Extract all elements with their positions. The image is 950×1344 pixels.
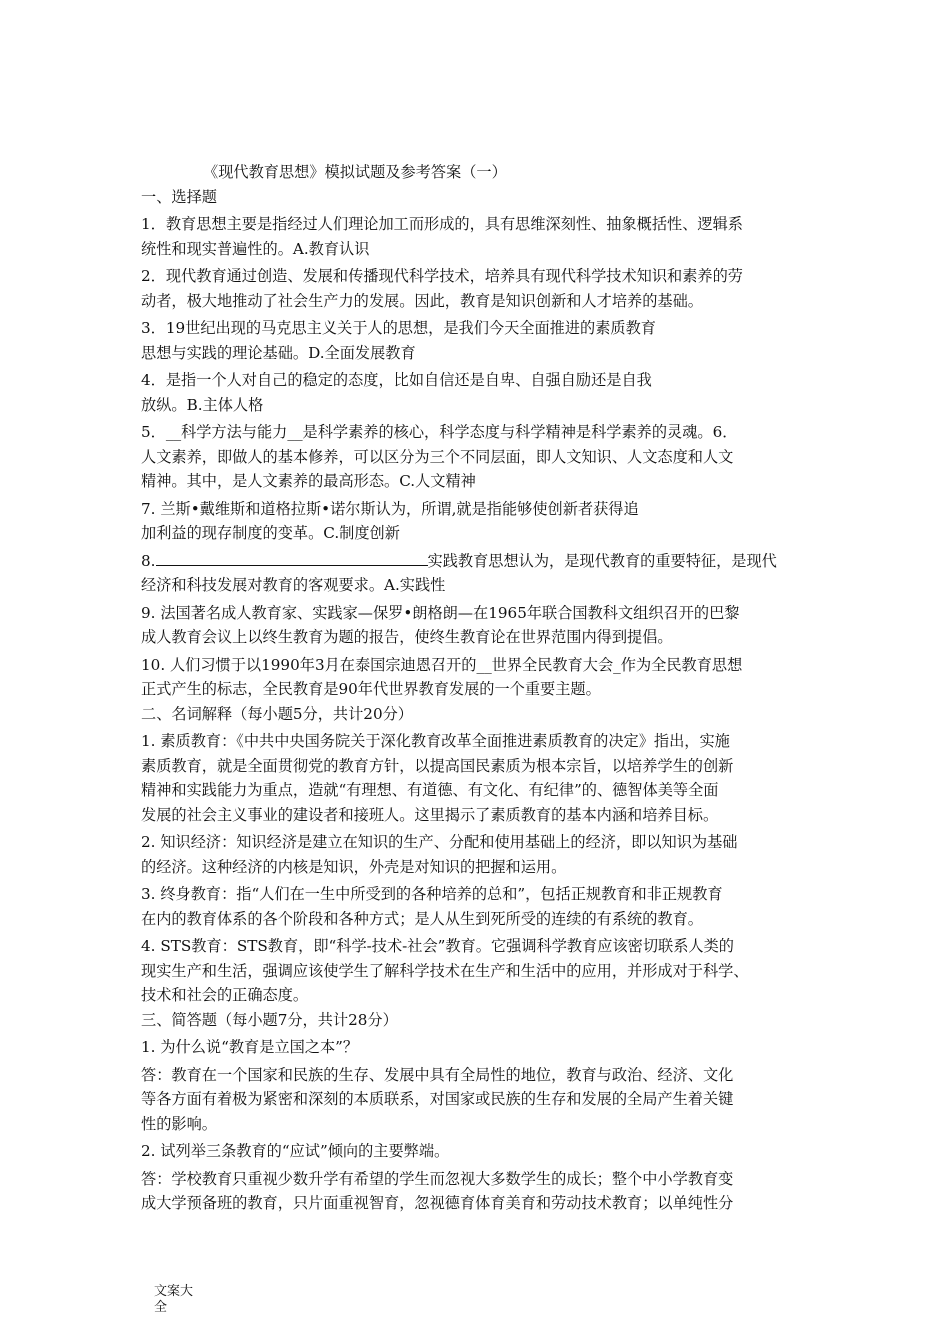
text-line: 成大学预备班的教育，只片面重视智育，忽视德育体育美育和劳动技术教育；以单纯性分	[141, 1194, 734, 1212]
text-line: 答：教育在一个国家和民族的生存、发展中具有全局性的地位，教育与政治、经济、文化	[141, 1065, 734, 1084]
text-line: 成人教育会议上以终生教育为题的报告，使终生教育论在世界范围内得到提倡。	[141, 628, 673, 646]
text-line: 7. 兰斯•戴维斯和道格拉斯•诺尔斯认为，所谓,就是指能够使创新者获得追	[141, 499, 639, 518]
text-line: 5．__科学方法与能力__是科学素养的核心，科学态度与科学精神是科学素养的灵魂。6．	[141, 423, 738, 441]
text-line: 加利益的现存制度的变革。C.制度创新	[141, 524, 400, 542]
text-line: 1. 为什么说“教育是立国之本”？	[141, 1038, 359, 1056]
document-body	[141, 160, 831, 1216]
text-line: 思想与实践的理论基础。D.全面发展教育	[141, 343, 416, 362]
line-prefix: 8.	[141, 551, 156, 570]
text-line: 性的影响。	[141, 1114, 217, 1133]
text-line: 2．现代教育通过创造、发展和传播现代科学技术，培养具有现代科学技术知识和素养的劳	[141, 267, 743, 285]
fill-in-blank	[156, 550, 428, 566]
text-line: 统性和现实普遍性的。A.教育认识	[141, 239, 370, 258]
text-line: 在内的教育体系的各个阶段和各种方式；是人从生到死所受的连续的有系统的教育。	[141, 909, 703, 928]
text-line: 9. 法国著名成人教育家、实践家—保罗•朗格朗—在1965年联合国教科文组织召开的巴黎	[141, 603, 740, 622]
text-line	[141, 549, 831, 574]
text-line: 4. STS教育：STS教育，即“科学-技术-社会”教育。它强调科学教育应该密切联系人类的	[141, 937, 734, 955]
text-line: 现实生产和生活，强调应该使学生了解科学技术在生产和生活中的应用，并形成对于科学、	[141, 961, 749, 980]
text-line: 3．19世纪出现的马克思主义关于人的思想，是我们今天全面推进的素质教育	[141, 319, 656, 337]
text-line: 三、简答题（每小题7分，共计28分）	[141, 1010, 398, 1029]
footer-line-1: 文案大	[154, 1284, 194, 1299]
footer	[154, 1284, 193, 1316]
text-line: 技术和社会的正确态度。	[141, 986, 309, 1004]
text-line: 4．是指一个人对自己的稳定的态度，比如自信还是自卑、自强自励还是自我	[141, 371, 652, 389]
text-line: 3. 终身教育：指“人们在一生中所受到的各种培养的总和”，包括正规教育和非正规教育	[141, 885, 723, 903]
text-line: 素质教育，就是全面贯彻党的教育方针，以提高国民素质为根本宗旨，以培养学生的创新	[141, 756, 734, 775]
text-line: 2. 知识经济：知识经济是建立在知识的生产、分配和使用基础上的经济，即以知识为基础	[141, 833, 738, 851]
document-title: 《现代教育思想》模拟试题及参考答案（一）	[203, 163, 507, 181]
text-line: 的经济。这种经济的内核是知识，外壳是对知识的把握和运用。	[141, 857, 567, 876]
footer-line-2: 全	[154, 1300, 168, 1315]
document-lines	[141, 185, 831, 1216]
line-text: 实践教育思想认为，是现代教育的重要特征，是现代	[427, 551, 777, 570]
text-line: 精神。其中，是人文素养的最高形态。C.人文精神	[141, 472, 476, 490]
text-line: 发展的社会主义事业的建设者和接班人。这里揭示了素质教育的基本内涵和培养目标。	[141, 805, 719, 824]
text-line: 人文素养，即做人的基本修养，可以区分为三个不同层面，即人文知识、人文态度和人文	[141, 447, 734, 466]
text-line: 1．教育思想主要是指经过人们理论加工而形成的，具有思维深刻性、抽象概括性、逻辑系	[141, 215, 743, 233]
text-line: 精神和实践能力为重点，造就“有理想、有道德、有文化、有纪律”的、德智体美等全面	[141, 781, 719, 799]
text-line: 1. 素质教育：《中共中央国务院关于深化教育改革全面推进素质教育的决定》指出，实施	[141, 732, 730, 750]
text-line: 10. 人们习惯于以1990年3月在泰国宗迪恩召开的__世界全民教育大会_作为全民教育思想	[141, 655, 743, 674]
text-line: 动者，极大地推动了社会生产力的发展。因此，教育是知识创新和人才培养的基础。	[141, 291, 703, 310]
text-line: 二、名词解释（每小题5分，共计20分）	[141, 704, 413, 723]
text-line: 经济和科技发展对教育的客观要求。A.实践性	[141, 576, 446, 594]
text-line: 等各方面有着极为紧密和深刻的本质联系，对国家或民族的生存和发展的全局产生着关键	[141, 1090, 734, 1108]
text-line: 正式产生的标志，全民教育是90年代世界教育发展的一个重要主题。	[141, 680, 601, 698]
text-line: 一、选择题	[141, 187, 217, 206]
text-line: 放纵。B.主体人格	[141, 395, 264, 414]
text-line: 2. 试列举三条教育的“应试”倾向的主要弊端。	[141, 1142, 450, 1160]
text-line: 答：学校教育只重视少数升学有希望的学生而忽视大多数学生的成长；整个中小学教育变	[141, 1169, 734, 1188]
